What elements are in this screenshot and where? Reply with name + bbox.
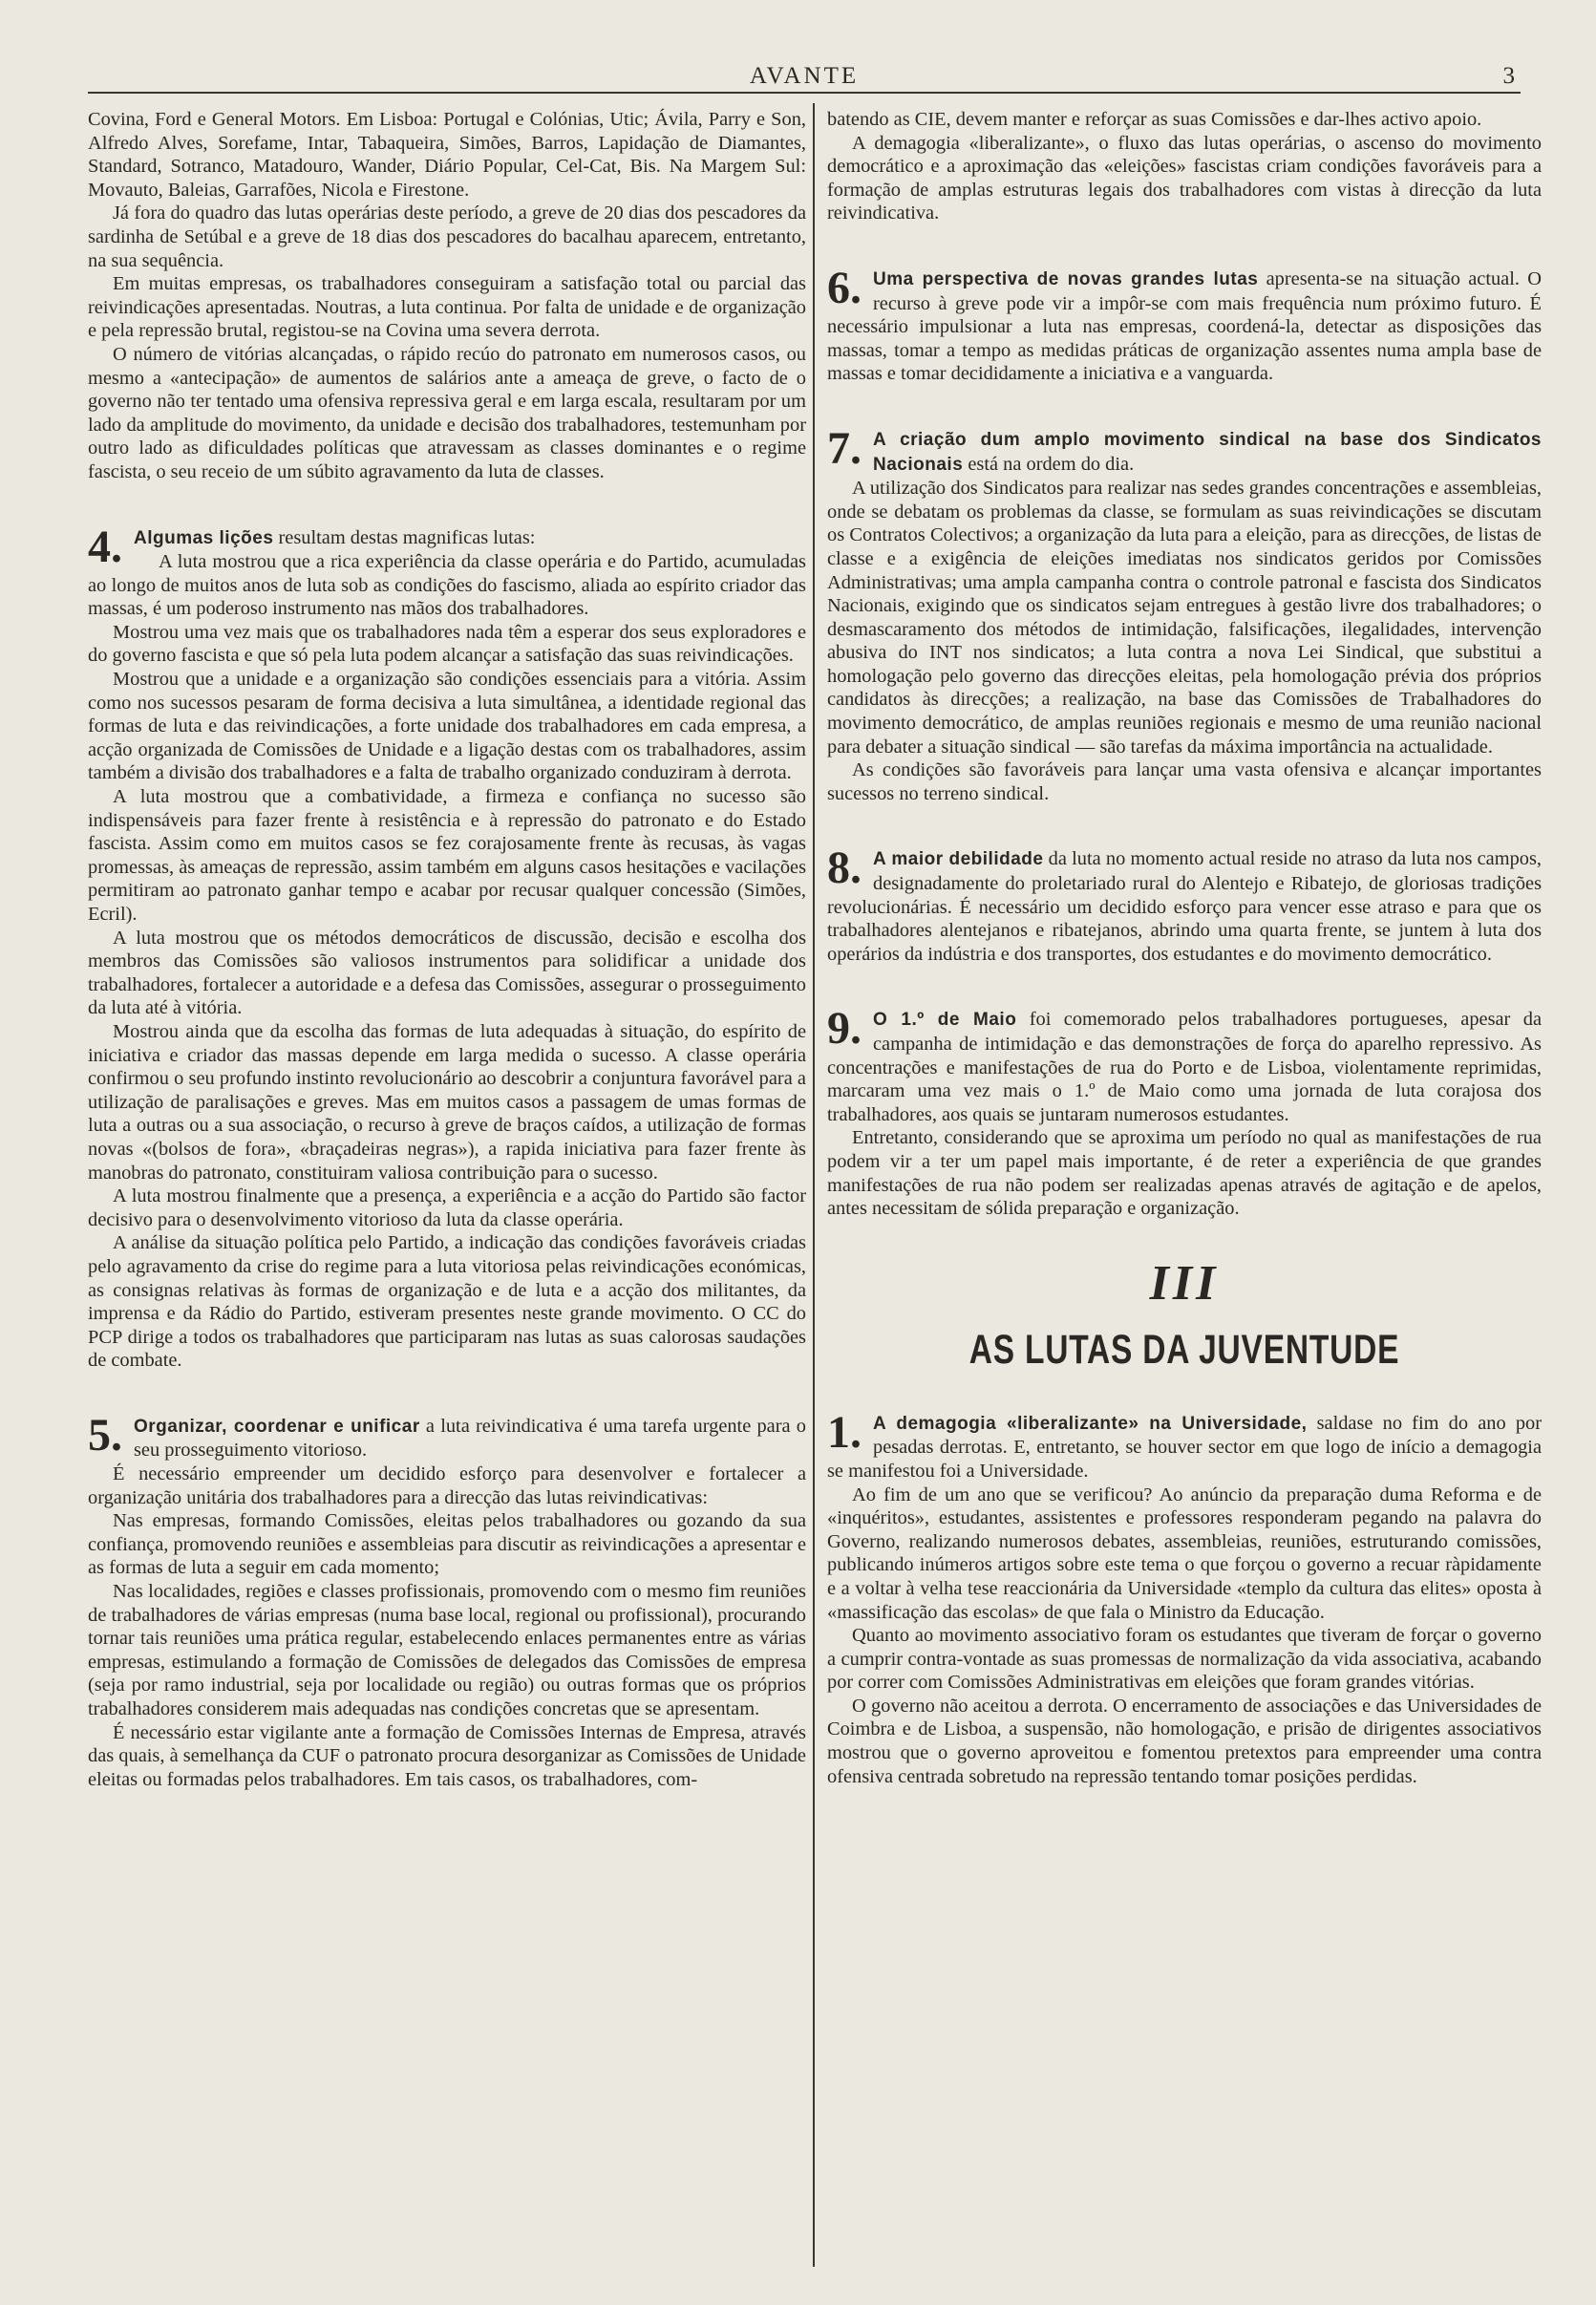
section-6 xyxy=(827,262,1542,386)
page-number: 3 xyxy=(1502,63,1515,89)
section-lead-title: Algumas lições xyxy=(134,527,274,548)
section-lead-title: A criação dum amplo movimento sindical na base dos Sindicatos Nacionais xyxy=(873,429,1542,475)
paragraph: Covina, Ford e General Motors. Em Lisboa: Portugal e Colónias, Utic; Ávila, Parry e Son, Alfredo Alves, Sorefame, Intar, Tabaqueira, Simões, Barros, Lapidação de Diamantes, Standard, Sotranco, Matadouro, Wander, Diário Popular, Cel-Cat, Bis. Na Margem Sul: Movauto, Baleias, Garrafões, Nicola e Firestone. xyxy=(88,109,806,201)
paragraph: O número de vitórias alcançadas, o rápido recúo do patronato em numerosos casos, ou mesmo a «antecipação» de aumentos de salários ante a ameaça de greve, o facto de o governo não ter tentado uma ofensiva repressiva geral e em larga escala, resultaram por um lado da amplitude do movimento, da unidade e decisão dos trabalhadores, testemunham por outro lado as dificuldades políticas que atravessam as classes dominantes e o regime fascista, o seu receio de um súbito agravamento da luta de classes. xyxy=(88,343,806,482)
section-lead-rest: saldase no fim do ano por pesadas derrotas. E, entretanto, se houver sector em que logo de início a demagogia se manifestou foi a Universidade. xyxy=(827,1412,1543,1482)
paragraph: A luta mostrou que os métodos democráticos de discussão, decisão e escolha dos membros das Comissões são valiosos instrumentos para solidificar a unidade dos trabalhadores, fortalecer a autoridade e a defesa das Comissões, assegurar o prosseguimento da luta até à vitória. xyxy=(88,927,806,1019)
section-lead-title: O 1.º de Maio xyxy=(873,1010,1017,1031)
page-header xyxy=(88,59,1521,94)
section-lead-title: Uma perspectiva de novas grandes lutas xyxy=(873,268,1259,289)
section-lead xyxy=(827,843,1542,966)
paragraph: A utilização dos Sindicatos para realizar nas sedes grandes concentrações e assembleias, onde se debatam os problemas da classe, se formulam as suas reivindicações se discutam os Contratos Colectivos; a organização da luta para a eleição, para as direcções, de listas de classe e a exigência de eleições imediatas nos sindicatos geridos por Comissões Administrativas; uma ampla campanha contra o controle patronal e fascista dos Sindicatos Nacionais, exigindo que os sindicatos sejam entregues à gestão livre dos trabalhadores; o desmascaramento dos métodos de intimidação, falsificações, ilegalidades, intervenção abusiva do INT nos sindicatos; a luta contra a nova Lei Sindical, que substitui a homologação pelo governo das direcções eleitas, pela homologação prévia dos próprios candidatos às direcções; a realização, na base das Comissões de Trabalhadores do movimento democrático, de amplas reuniões regionais e mesmo de uma reunião nacional para debater a situação sindical — são tarefas da máxima importância na actualidade. xyxy=(827,478,1542,758)
section-number: 1. xyxy=(827,1406,862,1458)
section-lead xyxy=(827,262,1542,386)
section-lead-rest: a luta reivindicativa é uma tarefa urgente para o seu prosseguimento vitorioso. xyxy=(134,1415,806,1462)
paragraph: Quanto ao movimento associativo foram os estudantes que tiveram de forçar o governo a cumprir contra-vontade as suas promessas de normalização da vida associativa, acabando por correr com Comissões Administrativas em eleições que foram grandes vitórias. xyxy=(827,1625,1542,1694)
paragraph: Em muitas empresas, os trabalhadores conseguiram a satisfação total ou parcial das reivindicações apresentadas. Noutras, a luta continua. Por falta de unidade e de organização e pela repressão brutal, registou-se na Covina uma severa derrota. xyxy=(88,273,806,342)
paragraph: As condições são favoráveis para lançar uma vasta ofensiva e alcançar importantes sucessos no terreno sindical. xyxy=(827,759,1542,804)
youth-section-1 xyxy=(827,1406,1543,1789)
column-divider xyxy=(813,103,815,2267)
left-column xyxy=(88,108,806,1791)
section-lead xyxy=(88,521,806,572)
section-lead-rest: da luta no momento actual reside no atraso da luta nos campos, designadamente do proletariado rural do Alentejo e Ribatejo, de gloriosas tradições revolucionárias. É necessário um decidido esforço para vencer esse atraso e para que os trabalhadores alentejanos e ribatejanos, abrindo uma quarta frente, se juntem à luta dos operários da indústria e dos transportes, dos estudantes e do movimento democrático. xyxy=(827,848,1542,965)
masthead: AVANTE xyxy=(749,63,860,89)
right-column xyxy=(827,108,1542,1788)
section-4 xyxy=(88,521,806,1373)
paragraph: Entretanto, considerando que se aproxima um período no qual as manifestações de rua podem vir a ter um papel mais importante, é de reter a experiência de que grandes manifestações de rua não podem ser realizadas apenas através de agitação e de apelos, antes necessitam de sólida preparação e organização. xyxy=(827,1127,1542,1220)
section-lead-rest: está na ordem do dia. xyxy=(963,453,1135,475)
paragraph: A luta mostrou que a combatividade, a firmeza e confiança no sucesso são indispensáveis para fazer frente à resistência e à repressão do patronato e do Estado fascista. Assim como em muitos casos se fez corajosamente frente às recusas, às vagas promessas, às ameaças de repressão, assim também em alguns casos hesitações e vacilações permitiram ao patronato ganhar tempo e acabar por recusar qualquer concessão (Simões, Ecril). xyxy=(88,786,806,925)
section-7 xyxy=(827,422,1542,806)
paragraph: A luta mostrou que a rica experiência da classe operária e do Partido, acumuladas ao longo de muitos anos de luta sob as condições do fascismo, aliada ao espírito criador das massas, é um poderoso instrumento nas mãos dos trabalhadores. xyxy=(88,551,806,620)
section-number: 4. xyxy=(88,521,122,572)
paragraph: Mostrou que a unidade e a organização são condições essenciais para a vitória. Assim como nos sucessos pesaram de forma decisiva a luta simultânea, a identidade regional das formas de luta e das reivindicações, a forte unidade dos trabalhadores em cada empresa, a acção organizada de Comissões de Unidade e a ligação destas com os trabalhadores, assim também a divisão dos trabalhadores e a falta de trabalho organizado conduziram à derrota. xyxy=(88,669,806,784)
section-number: 5. xyxy=(88,1409,122,1461)
section-lead-rest: resultam destas magnificas lutas: xyxy=(273,526,536,548)
paragraph: O governo não aceitou a derrota. O encerramento de associações e das Universidades de Coimbra e de Lisboa, a suspensão, não homologação, e prisão de dirigentes associativos mostrou que o governo aproveitou e fomentou pretextos para empreender uma contra ofensiva centrada sobretudo na repressão tentando tomar posições perdidas. xyxy=(827,1695,1542,1787)
section-lead-title: A demagogia «liberalizante» na Universidade, xyxy=(873,1413,1308,1434)
section-lead xyxy=(827,1406,1543,1483)
section-lead-rest: foi comemorado pelos trabalhadores portugueses, apesar da campanha de intimidação e das demonstrações de força do aparelho repressivo. As concentrações e manifestações de rua do Porto e de Lisboa, violentamente reprimidas, marcaram uma vez mais o 1.º de Maio como uma jornada de luta corajosa dos trabalhadores, aos quais se juntaram numerosos estudantes. xyxy=(827,1009,1542,1125)
section-lead xyxy=(827,422,1542,477)
section-number: 8. xyxy=(827,843,862,894)
paragraph: É necessário estar vigilante ante a formação de Comissões Internas de Empresa, através das quais, à semelhança da CUF o patronato procura desorganizar as Comissões de Unidade eleitas ou formadas pelos trabalhadores. Em tais casos, os trabalhadores, com- xyxy=(88,1721,806,1790)
paragraph: Ao fim de um ano que se verificou? Ao anúncio da preparação duma Reforma e de «inquéritos», estudantes, assistentes e professores responderam pegando na palavra do Governo, realizando numerosos debates, assembleias, reuniões, estruturando comissões, publicando inúmeros artigos sobre este tema o que forçou o governo a recuar ràpidamente e a voltar à velha tese reaccionária da Universidade «templo da cultura das elites» oposta à «massificação das escolas» de que fala o Ministro da Educação. xyxy=(827,1483,1542,1623)
paragraph: Já fora do quadro das lutas operárias deste período, a greve de 20 dias dos pescadores da sardinha de Setúbal e a greve de 18 dias dos pescadores do bacalhau aparecem, entretanto, na sua sequência. xyxy=(88,203,806,271)
paragraph: Nas localidades, regiões e classes profissionais, promovendo com o mesmo fim reuniões de trabalhadores de várias empresas (numa base local, regional ou profissional), procurando tornar tais reuniões uma prática regular, estabelecendo enlaces permanentes entre as várias empresas, estimulando a formação de Comissões de delegados das Comissões de empresa (seja por ramo industrial, seja por localidade ou região) ou outras formas que os próprios trabalhadores considerem mais adequadas nas condições concretas que se apresentam. xyxy=(88,1581,806,1719)
section-5 xyxy=(88,1409,806,1792)
paragraph: A demagogia «liberalizante», o fluxo das lutas operárias, o ascenso do movimento democrático e a aproximação das «eleições» fascistas criam condições favoráveis para a formação de amplas estruturas legais dos trabalhadores com vistas à direcção da luta reivindicativa. xyxy=(827,132,1542,224)
section-lead-rest: apresenta-se na situação actual. O recurso à greve pode vir a impôr-se com mais frequência num próximo futuro. É necessário impulsionar a luta nas empresas, coordená-la, detectar as disposições das massas, tomar a tempo as medidas práticas de organização assentes numa ampla base de massas e tomar decididamente a iniciativa e a vanguarda. xyxy=(827,267,1542,385)
section-lead-title: A maior debilidade xyxy=(873,849,1044,870)
paragraph: É necessário empreender um decidido esforço para desenvolver e fortalecer a organização unitária dos trabalhadores para a direcção das lutas reivindicativas: xyxy=(88,1463,806,1508)
paragraph: A luta mostrou finalmente que a presença, a experiência e a acção do Partido são factor decisivo para o desenvolvimento vitorioso da luta da classe operária. xyxy=(88,1185,806,1230)
paragraph: A análise da situação política pelo Partido, a indicação das condições favoráveis criadas pelo agravamento da crise do regime para a luta vitoriosa pelas reivindicações económicas, as consignas relativas às formas de organização e de luta e a acção dos militantes, da imprensa e da Rádio do Partido, estiveram presentes neste grande movimento. O CC do PCP dirige a todos os trabalhadores que participaram nas lutas as suas calorosas saudações de combate. xyxy=(88,1232,806,1372)
section-9 xyxy=(827,1003,1542,1220)
section-8 xyxy=(827,843,1542,966)
part-title: AS LUTAS DA JUVENTUDE xyxy=(968,1326,1400,1373)
section-number: 7. xyxy=(827,422,862,474)
section-lead xyxy=(88,1409,806,1462)
paragraph: batendo as CIE, devem manter e reforçar as suas Comissões e dar-lhes activo apoio. xyxy=(827,109,1482,130)
paragraph: Nas empresas, formando Comissões, eleitas pelos trabalhadores ou gozando da sua confiança, promovendo reuniões e assembleias para discutir as reivindicações a apresentar e as formas de luta a seguir em cada momento; xyxy=(88,1510,806,1579)
paragraph: Mostrou ainda que da escolha das formas de luta adequadas à situação, do espírito de iniciativa e criador das massas depende em larga medida o sucesso. A classe operária confirmou o seu profundo instinto revolucionário ao descobrir a conjuntura favorável para a utilização de paralisações e greves. Mas em muitos casos a passagem de umas formas de luta a outras ou a sua associação, o recurso à greve de braços caídos, a utilização de formas novas «(bolsos de fora», «braçadeiras negras»), a rapida iniciativa para fazer frente às manobras do patronato, constituiram valiosa contribuição para o sucesso. xyxy=(88,1020,806,1184)
section-lead xyxy=(827,1003,1542,1126)
section-number: 9. xyxy=(827,1003,862,1055)
section-lead-title: Organizar, coordenar e unificar xyxy=(134,1416,420,1437)
part-numeral: III xyxy=(1149,1255,1220,1311)
section-number: 6. xyxy=(827,262,862,313)
paragraph: Mostrou uma vez mais que os trabalhadores nada têm a esperar dos seus exploradores e do governo fascista e que só pela luta podem alcançar a satisfação das suas reivindicações. xyxy=(88,621,806,667)
